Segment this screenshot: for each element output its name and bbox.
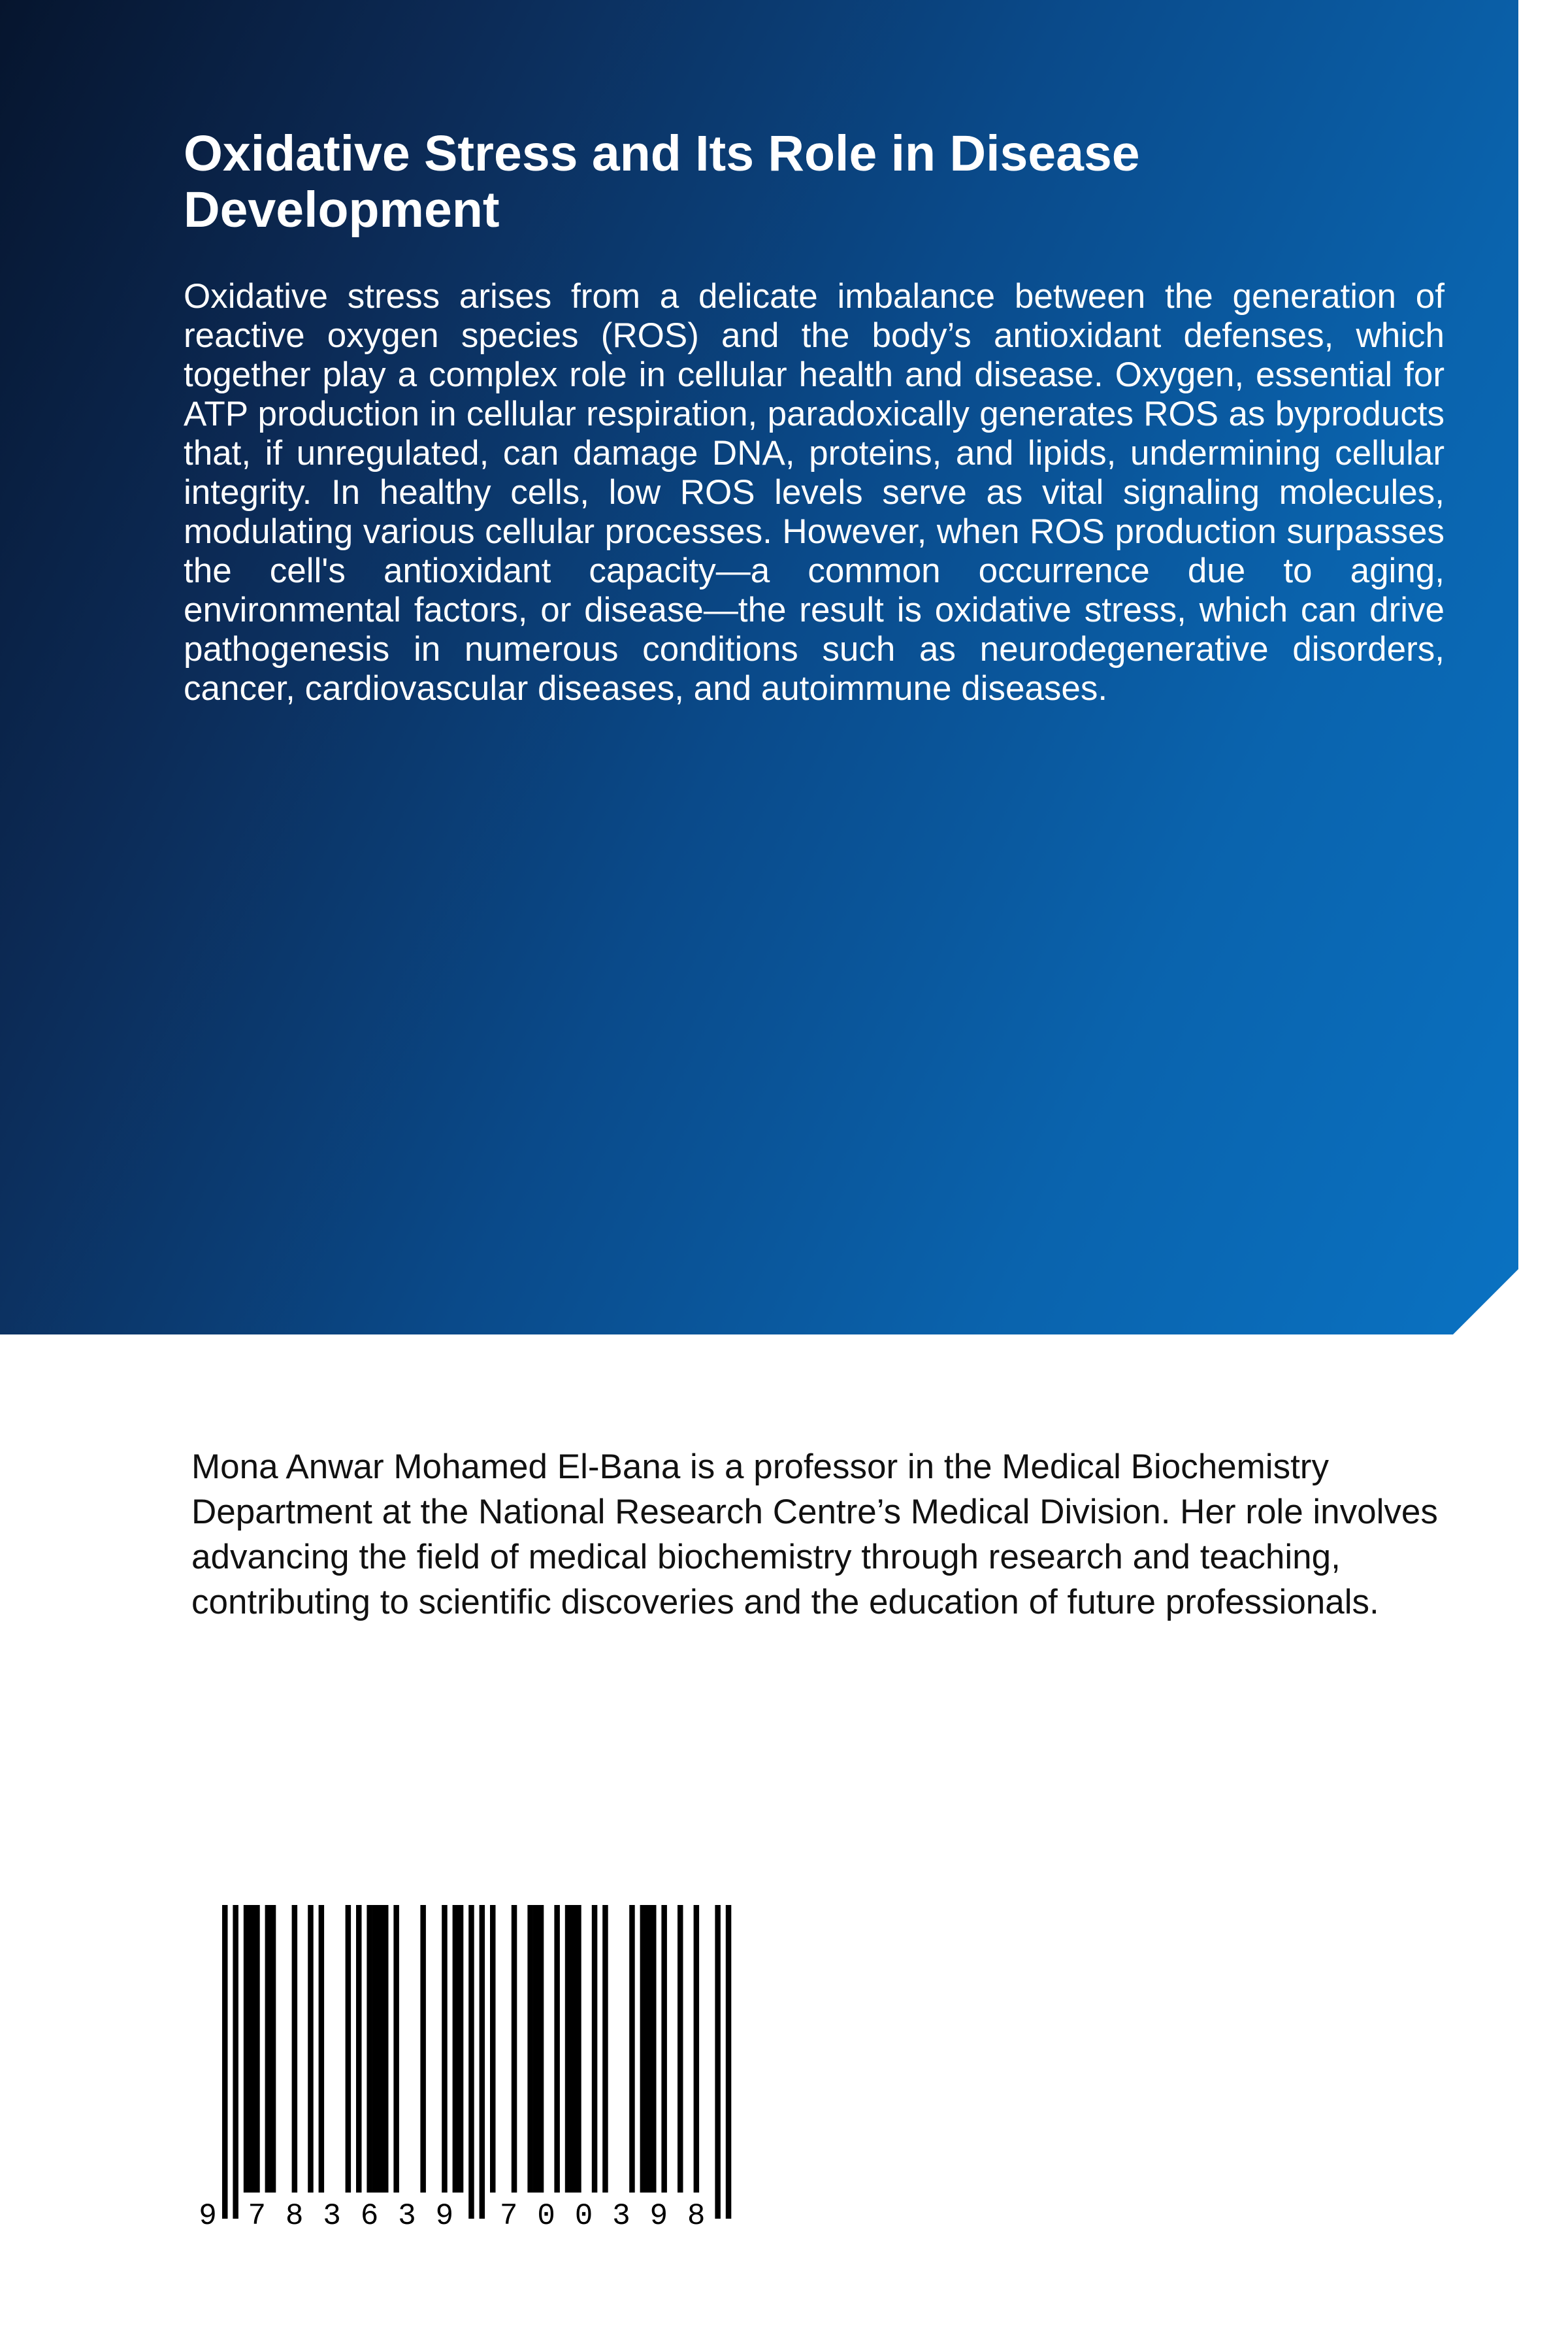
book-title: Oxidative Stress and Its Role in Disease Development xyxy=(184,125,1140,238)
barcode-bar xyxy=(565,1905,571,2193)
barcode-digit: 6 xyxy=(360,2199,379,2232)
barcode-bar xyxy=(249,1905,255,2193)
barcode-bar xyxy=(319,1905,325,2193)
barcode-digit: 3 xyxy=(612,2199,630,2232)
book-blurb: Oxidative stress arises from a delicate imbalance between the generation of reactive oxygen species (ROS) and the body’s antioxidant defenses, which together play a complex role in cellular health and disease. Oxygen, essential for ATP production in cellular respiration, paradoxically generates ROS as byproducts that, if unregulated, can damage DNA, proteins, and lipids, undermining cellular integrity. In healthy cells, low ROS levels serve as vital signaling molecules, modulating various cellular processes. However, when ROS production surpasses the cell's antioxidant capacity—a common occurrence due to aging, environmental factors, or disease—the result is oxidative stress, which can drive pathogenesis in numerous conditions such as neurodegenerative disorders, cancer, cardiovascular diseases, and autoimmune diseases. xyxy=(184,277,1445,708)
barcode-bar xyxy=(640,1905,646,2193)
barcode-bar xyxy=(651,1905,657,2193)
barcode-bar xyxy=(420,1905,426,2193)
barcode-bar xyxy=(442,1905,448,2193)
barcode-bar xyxy=(533,1905,539,2193)
barcode-bar xyxy=(602,1905,608,2193)
barcode-bar xyxy=(538,1905,544,2193)
barcode-bar xyxy=(244,1905,250,2193)
barcode-bar xyxy=(661,1905,667,2193)
barcode-bar xyxy=(393,1905,399,2193)
barcode-bar xyxy=(367,1905,372,2193)
barcode-bar xyxy=(694,1905,700,2193)
barcode-bar xyxy=(512,1905,517,2193)
barcode-guard-bar xyxy=(715,1905,721,2219)
barcode-bar xyxy=(265,1905,271,2193)
barcode-background xyxy=(196,1898,758,2232)
barcode-bar xyxy=(570,1905,576,2193)
isbn-barcode xyxy=(196,1898,758,2232)
barcode-guard-bar xyxy=(726,1905,732,2219)
barcode-guard-bar xyxy=(222,1905,228,2219)
barcode-guard-bar xyxy=(468,1905,474,2219)
barcode-digit: 7 xyxy=(499,2199,518,2232)
barcode-bar xyxy=(378,1905,384,2193)
barcode-bar xyxy=(270,1905,276,2193)
barcode-digit: 8 xyxy=(285,2199,304,2232)
barcode-guard-bar xyxy=(233,1905,238,2219)
barcode-bar xyxy=(372,1905,378,2193)
author-bio: Mona Anwar Mohamed El-Bana is a professor in the Medical Biochemistry Department at the National Research Centre’s Medical Division. Her role involves advancing the field of medical biochemistry through research and teaching, contributing to scientific discoveries and the education of future professionals. xyxy=(191,1448,1438,1621)
barcode-bar xyxy=(645,1905,651,2193)
barcode-bar xyxy=(629,1905,635,2193)
barcode-bar xyxy=(356,1905,362,2193)
barcode-bar xyxy=(254,1905,260,2193)
barcode-bar xyxy=(308,1905,314,2193)
barcode-bar xyxy=(346,1905,351,2193)
barcode-bar xyxy=(453,1905,459,2193)
barcode-digit: 0 xyxy=(537,2199,555,2232)
barcode-graphic xyxy=(196,1898,758,2232)
barcode-bar xyxy=(490,1905,496,2193)
barcode-digit: 9 xyxy=(435,2199,454,2232)
barcode-digit: 9 xyxy=(649,2199,668,2232)
barcode-bar xyxy=(592,1905,598,2193)
barcode-digit: 3 xyxy=(398,2199,416,2232)
barcode-bar xyxy=(292,1905,298,2193)
barcode-digit: 8 xyxy=(687,2199,706,2232)
barcode-bar xyxy=(458,1905,464,2193)
barcode-bar xyxy=(554,1905,560,2193)
barcode-digit: 3 xyxy=(323,2199,341,2232)
barcode-bar xyxy=(678,1905,683,2193)
barcode-guard-bar xyxy=(480,1905,485,2219)
barcode-digit: 0 xyxy=(574,2199,593,2232)
barcode-bar xyxy=(576,1905,581,2193)
barcode-digit-lead: 9 xyxy=(199,2199,217,2232)
barcode-bar xyxy=(527,1905,533,2193)
barcode-digit: 7 xyxy=(248,2199,267,2232)
barcode-bar xyxy=(383,1905,389,2193)
